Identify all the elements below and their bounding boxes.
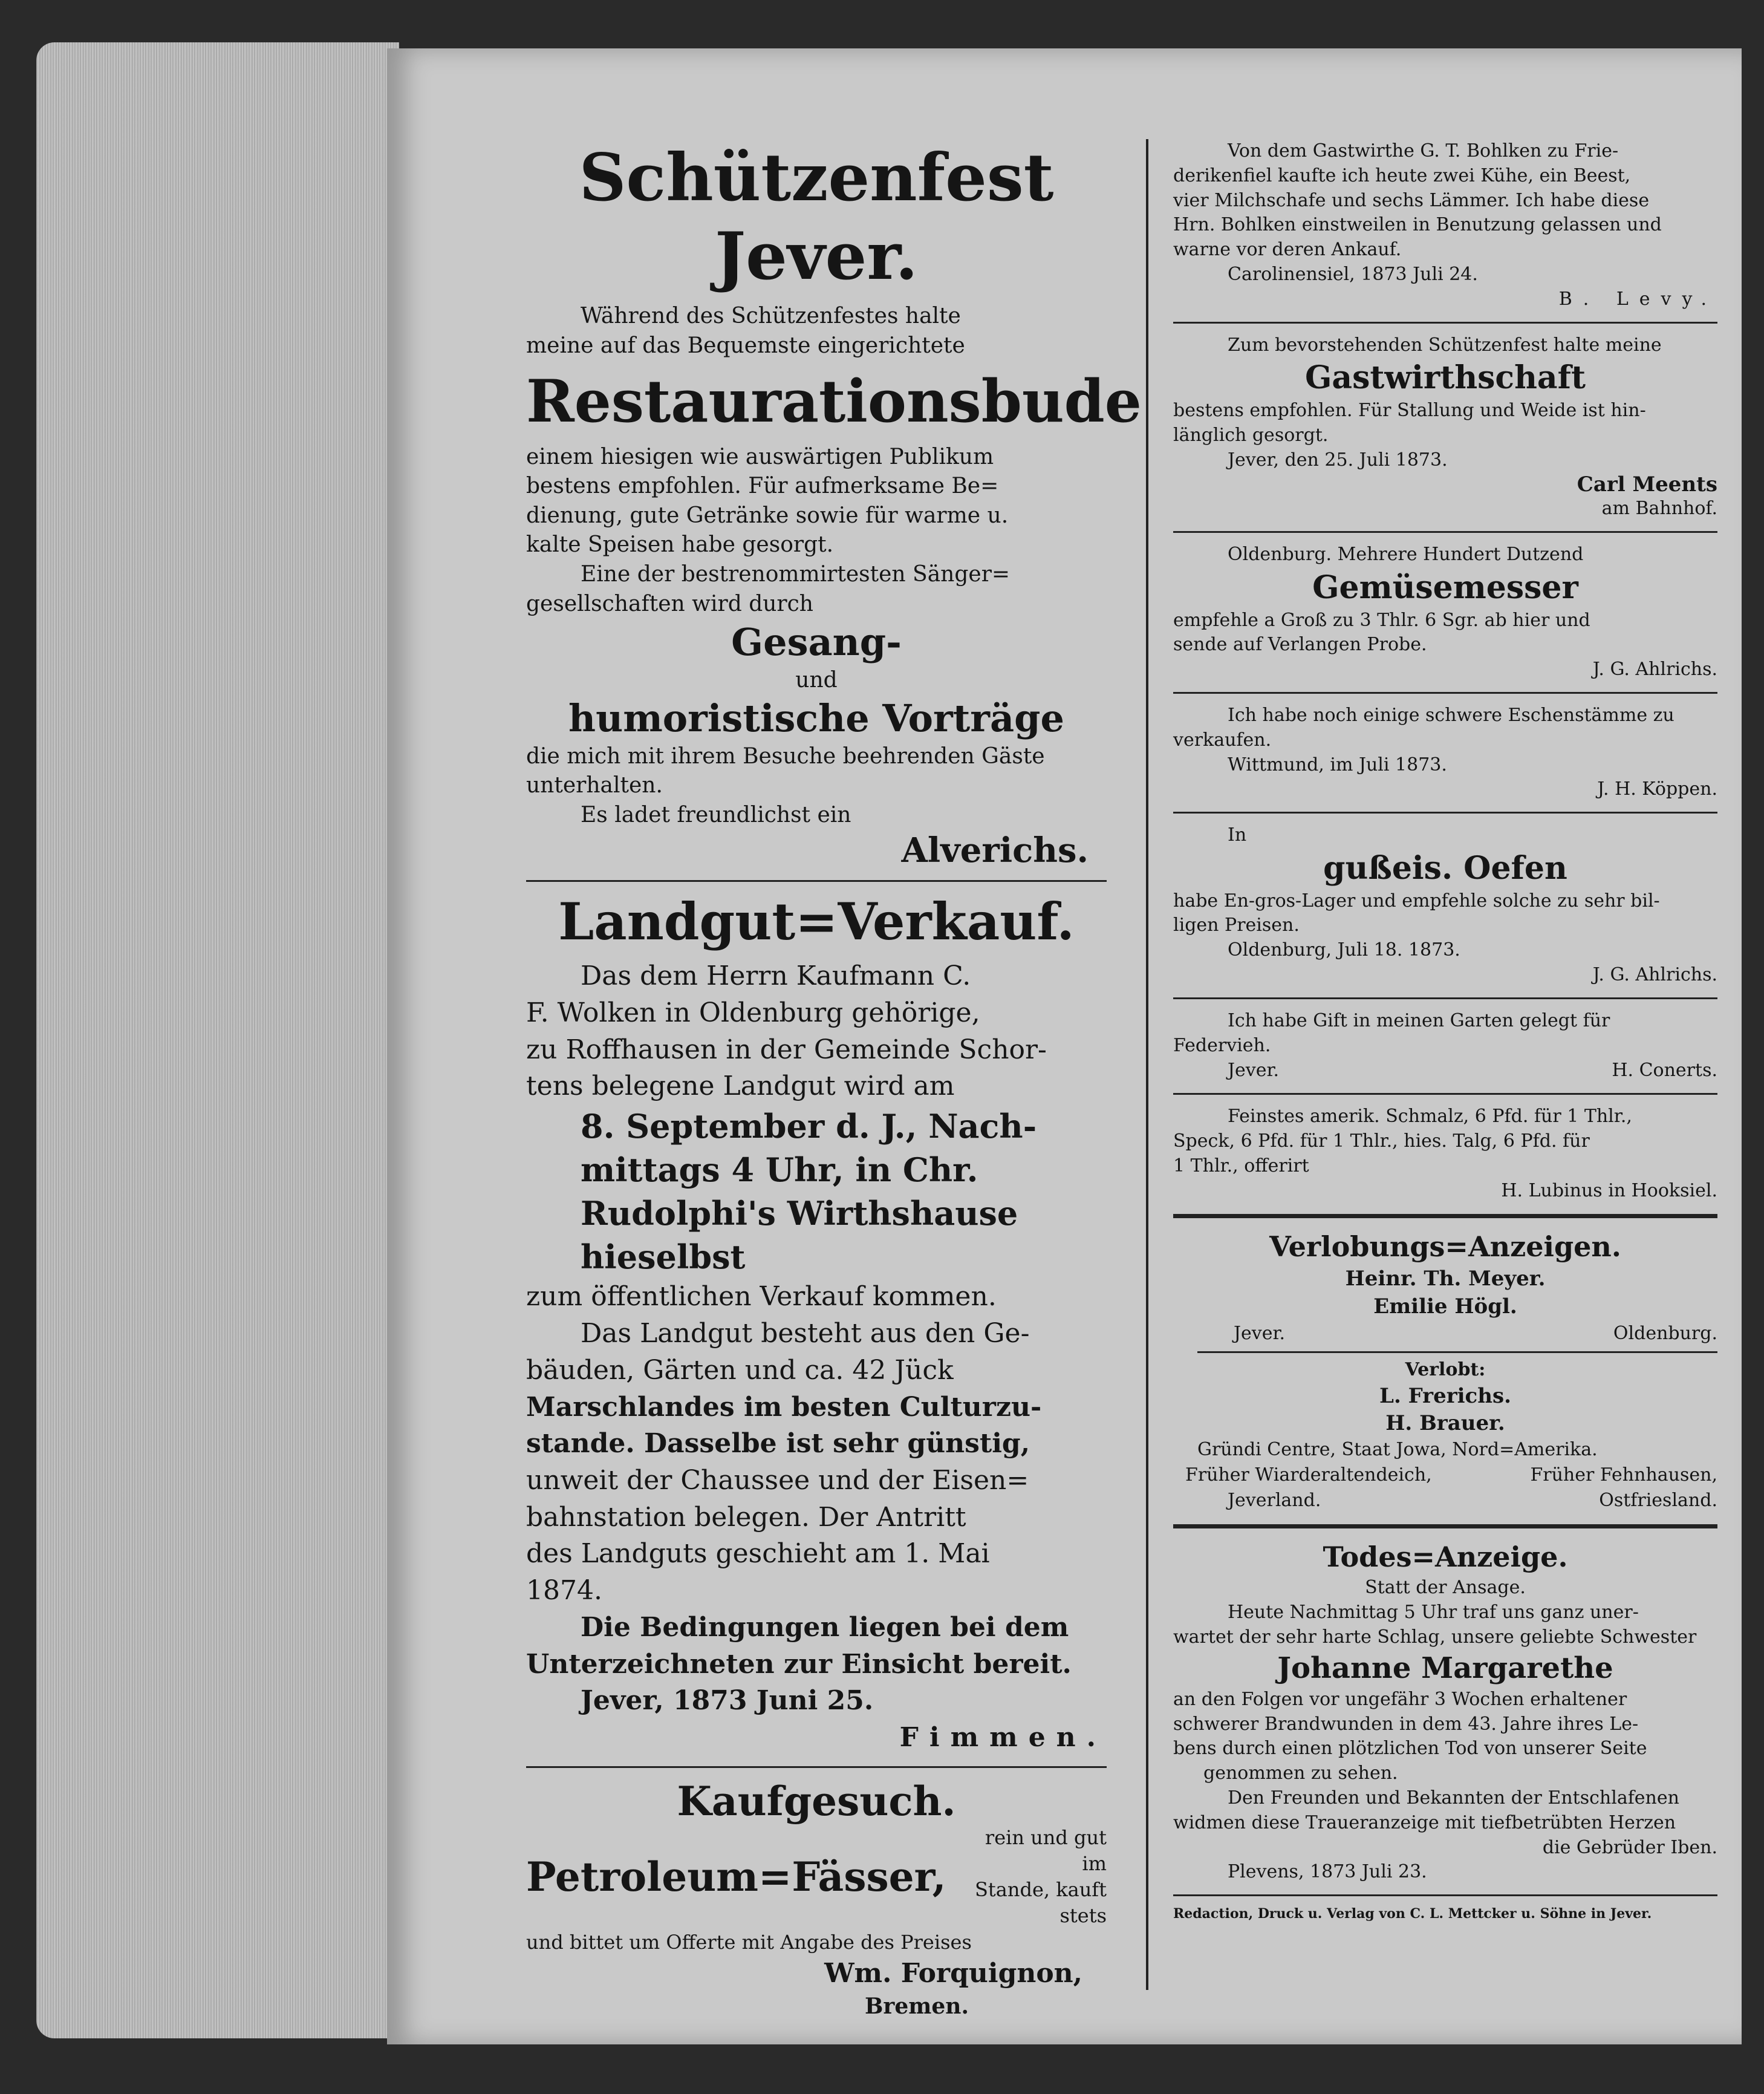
separator-thick bbox=[1173, 1524, 1717, 1528]
text-line: Statt der Ansage. bbox=[1365, 1576, 1526, 1598]
text-line: Das Landgut besteht aus den Ge- bbox=[581, 1318, 1030, 1349]
label: Verlobt: bbox=[1405, 1359, 1486, 1381]
text-line: des Landguts geschieht am 1. Mai bbox=[526, 1538, 990, 1570]
ad-landgut bbox=[526, 892, 1107, 1756]
text-line: bestens empfohlen. Für aufmerksame Be= bbox=[526, 474, 999, 499]
city-line: Bremen. bbox=[865, 1994, 969, 2020]
text-line: Marschlandes im besten Culturzu- bbox=[526, 1391, 1042, 1423]
text-line: Stande, kauft stets bbox=[974, 1878, 1107, 1928]
place-signature-row bbox=[1173, 1058, 1717, 1083]
ad-title: Schützenfest Jever. bbox=[579, 140, 1054, 295]
text-line: zum öffentlichen Verkauf kommen. bbox=[526, 1281, 997, 1313]
ad-signature: Alverichs. bbox=[901, 830, 1089, 870]
ad-signature: Wm. Forquignon, bbox=[824, 1957, 1082, 1989]
text-line: und bbox=[795, 667, 838, 693]
text-line: Den Freunden und Bekannten der Entschlafenen bbox=[1228, 1787, 1679, 1809]
text-line: zu Roffhausen in der Gemeinde Schor- bbox=[526, 1034, 1047, 1065]
ad-headline: Gemüsemesser bbox=[1312, 569, 1578, 606]
text-line: 1 Thlr., offerirt bbox=[1173, 1155, 1309, 1176]
text-line: meine auf das Bequemste eingerichtete bbox=[526, 333, 965, 358]
ad-signature: die Gebrüder Iben. bbox=[1542, 1836, 1717, 1858]
separator bbox=[1173, 531, 1717, 533]
ad-title: Verlobungs=Anzeigen. bbox=[1269, 1230, 1621, 1264]
text-line: Heute Nachmittag 5 Uhr traf uns ganz uner- bbox=[1228, 1601, 1639, 1623]
emphasis-line: 8. September d. J., Nach- bbox=[581, 1107, 1037, 1146]
ad-gemuesemesser bbox=[1173, 543, 1717, 682]
person-name: Heinr. Th. Meyer. bbox=[1345, 1267, 1546, 1291]
right-column bbox=[1173, 139, 1717, 1922]
column-divider bbox=[1146, 139, 1148, 1990]
ad-signature: Carl Meents bbox=[1577, 472, 1717, 497]
ad-signature: Fimmen. bbox=[899, 1722, 1107, 1753]
ad-todesanzeige bbox=[1173, 1539, 1717, 1885]
text-line: Von dem Gastwirthe G. T. Bohlken zu Frie- bbox=[1228, 140, 1619, 161]
text-line: ligen Preisen. bbox=[1173, 915, 1300, 936]
place: Oldenburg. bbox=[1613, 1323, 1717, 1345]
text-line: Speck, 6 Pfd. für 1 Thlr., hies. Talg, 6 Pfd. für bbox=[1173, 1130, 1590, 1152]
separator bbox=[1173, 1093, 1717, 1095]
ad-headline: Gesang- bbox=[731, 620, 902, 665]
person-name: H. Brauer. bbox=[1385, 1411, 1505, 1436]
separator bbox=[1173, 997, 1717, 999]
side-text bbox=[956, 1825, 1107, 1929]
text-line: Ich habe Gift in meinen Garten gelegt für bbox=[1228, 1009, 1610, 1031]
text-line: Früher Fehnhausen, bbox=[1530, 1464, 1717, 1486]
text-line: derikenfiel kaufte ich heute zwei Kühe, ein Beest, bbox=[1173, 165, 1631, 186]
text-line: schwerer Brandwunden in dem 43. Jahre ihres Le- bbox=[1173, 1713, 1639, 1735]
text-line: dienung, gute Getränke sowie für warme u. bbox=[526, 503, 1009, 528]
place: Jever. bbox=[1234, 1323, 1286, 1345]
text-line: empfehle a Groß zu 3 Thlr. 6 Sgr. ab hier und bbox=[1173, 609, 1590, 631]
text-line: Ostfriesland. bbox=[1599, 1490, 1717, 1512]
separator bbox=[526, 1766, 1107, 1768]
text-line: einem hiesigen wie auswärtigen Publikum bbox=[526, 444, 994, 469]
text-line: länglich gesorgt. bbox=[1173, 424, 1329, 446]
petroleum-row bbox=[526, 1825, 1107, 1929]
text-line: sende auf Verlangen Probe. bbox=[1173, 634, 1427, 656]
text-line: Es ladet freundlichst ein bbox=[581, 802, 851, 827]
separator bbox=[1173, 812, 1717, 814]
person-name: Emilie Högl. bbox=[1373, 1294, 1517, 1319]
text-line: Feinstes amerik. Schmalz, 6 Pfd. für 1 Thlr., bbox=[1228, 1106, 1632, 1127]
text-line: Zum bevorstehenden Schützenfest halte meine bbox=[1228, 334, 1662, 356]
text-line: bens durch einen plötzlichen Tod von unserer Seite bbox=[1173, 1738, 1647, 1760]
text-line: warne vor deren Ankauf. bbox=[1173, 239, 1402, 261]
text-line: unweit der Chaussee und der Eisen= bbox=[526, 1465, 1029, 1496]
text-line: wartet der sehr harte Schlag, unsere geliebte Schwester bbox=[1173, 1626, 1697, 1648]
book-page-edges bbox=[36, 42, 399, 2038]
separator bbox=[1173, 692, 1717, 694]
text-line: am Bahnhof. bbox=[1601, 498, 1717, 520]
date-line: Oldenburg, Juli 18. 1873. bbox=[1228, 939, 1460, 961]
text-line: Früher Wiarderaltendeich, bbox=[1185, 1464, 1432, 1486]
text-line: Gründi Centre, Staat Jowa, Nord=Amerika. bbox=[1197, 1439, 1598, 1461]
text-line: bahnstation belegen. Der Antritt bbox=[526, 1501, 966, 1533]
ad-title: Landgut=Verkauf. bbox=[558, 891, 1075, 951]
text-line: Die Bedingungen liegen bei dem bbox=[581, 1611, 1069, 1643]
text-line: an den Folgen vor ungefähr 3 Wochen erhaltener bbox=[1173, 1688, 1627, 1710]
ad-signature: J. G. Ahlrichs. bbox=[1592, 964, 1717, 985]
text-line: F. Wolken in Oldenburg gehörige, bbox=[526, 997, 980, 1029]
ad-headline: humoristische Vorträge bbox=[568, 696, 1064, 741]
text-line: Jeverland. bbox=[1228, 1490, 1321, 1512]
text-line: Federvieh. bbox=[1173, 1034, 1271, 1056]
text-line: verkaufen. bbox=[1173, 729, 1272, 751]
text-line: bäuden, Gärten und ca. 42 Jück bbox=[526, 1354, 954, 1386]
text-line: Während des Schützenfestes halte bbox=[581, 304, 961, 329]
ad-kaufgesuch bbox=[526, 1778, 1107, 2021]
date-line: Carolinensiel, 1873 Juli 24. bbox=[1228, 263, 1478, 285]
emphasis-line: mittags 4 Uhr, in Chr. bbox=[581, 1150, 978, 1189]
text-line: genommen zu sehen. bbox=[1203, 1763, 1398, 1784]
ad-koeppen bbox=[1173, 703, 1717, 802]
date-line: Plevens, 1873 Juli 23. bbox=[1228, 1861, 1427, 1883]
text-line: unterhalten. bbox=[526, 773, 663, 798]
ad-bohlken bbox=[1173, 139, 1717, 312]
ad-headline: gußeis. Oefen bbox=[1323, 849, 1567, 887]
origins-row bbox=[1173, 1463, 1717, 1488]
text-line: die mich mit ihrem Besuche beehrenden Gäste bbox=[526, 743, 1045, 769]
separator-thick bbox=[1173, 1214, 1717, 1218]
ad-title: Kaufgesuch. bbox=[677, 1777, 956, 1825]
text-line: Eine der bestrenommirtesten Sänger= bbox=[581, 561, 1011, 587]
newspaper-page bbox=[387, 48, 1742, 2044]
person-name: L. Frerichs. bbox=[1379, 1383, 1511, 1408]
ad-oefen bbox=[1173, 823, 1717, 988]
separator bbox=[526, 880, 1107, 882]
text-line: tens belegene Landgut wird am bbox=[526, 1071, 955, 1102]
ad-signature: H. Conerts. bbox=[1612, 1060, 1717, 1081]
date-line: Wittmund, im Juli 1873. bbox=[1228, 754, 1447, 775]
ad-signature: J. H. Köppen. bbox=[1597, 778, 1717, 800]
text-line: Das dem Herrn Kaufmann C. bbox=[581, 961, 971, 992]
text-line: widmen diese Traueranzeige mit tiefbetrübten Herzen bbox=[1173, 1812, 1676, 1833]
ad-title: Todes=Anzeige. bbox=[1323, 1541, 1568, 1574]
text-line: gesellschaften wird durch bbox=[526, 591, 813, 616]
text-line: Ich habe noch einige schwere Eschenstämme zu bbox=[1228, 704, 1674, 726]
date-line: Jever, 1873 Juni 25. bbox=[581, 1685, 874, 1717]
separator bbox=[1173, 1894, 1717, 1896]
ad-headline: Restaurationsbude bbox=[526, 367, 1142, 436]
ad-signature: J. G. Ahlrichs. bbox=[1592, 659, 1717, 680]
date-line: Jever, den 25. Juli 1873. bbox=[1228, 449, 1448, 471]
text-line: und bittet um Offerte mit Angabe des Preises bbox=[526, 1930, 972, 1954]
ad-signature: H. Lubinus in Hooksiel. bbox=[1501, 1179, 1717, 1201]
ad-verlobung bbox=[1173, 1229, 1717, 1513]
ad-headline: Petroleum=Fässer, bbox=[526, 1853, 946, 1901]
person-name: Johanne Margarethe bbox=[1277, 1651, 1613, 1686]
text-line: habe En-gros-Lager und empfehle solche zu sehr bil- bbox=[1173, 890, 1660, 912]
text-line: bestens empfohlen. Für Stallung und Weide ist hin- bbox=[1173, 399, 1646, 421]
text-line: 1874. bbox=[526, 1575, 602, 1606]
text-line: Hrn. Bohlken einstweilen in Benutzung gelassen und bbox=[1173, 214, 1662, 236]
places-row bbox=[1173, 1321, 1717, 1346]
place: Jever. bbox=[1228, 1060, 1280, 1081]
ad-schuetzenfest bbox=[526, 139, 1142, 870]
imprint-footer: Redaction, Druck u. Verlag von C. L. Mettcker u. Söhne in Jever. bbox=[1173, 1906, 1652, 1922]
emphasis-line: hieselbst bbox=[581, 1237, 746, 1276]
text-line: rein und gut im bbox=[985, 1825, 1107, 1875]
text-line: Oldenburg. Mehrere Hundert Dutzend bbox=[1228, 544, 1584, 566]
text-line: kalte Speisen habe gesorgt. bbox=[526, 532, 834, 558]
text-line: Unterzeichneten zur Einsicht bereit. bbox=[526, 1648, 1072, 1680]
ad-gift bbox=[1173, 1009, 1717, 1084]
text-line: vier Milchschafe und sechs Lämmer. Ich habe diese bbox=[1173, 189, 1650, 211]
ad-meents bbox=[1173, 333, 1717, 522]
emphasis-line: Rudolphi's Wirthshause bbox=[581, 1193, 1018, 1233]
text-line: stande. Dasselbe ist sehr günstig, bbox=[526, 1428, 1030, 1460]
origins-row bbox=[1173, 1488, 1717, 1513]
text-line: In bbox=[1228, 824, 1247, 846]
left-column bbox=[526, 139, 1142, 2021]
ad-headline: Gastwirthschaft bbox=[1305, 359, 1586, 397]
ad-signature: B. Levy. bbox=[1558, 288, 1717, 310]
ad-schmalz bbox=[1173, 1104, 1717, 1203]
separator bbox=[1173, 322, 1717, 324]
separator bbox=[1197, 1351, 1717, 1353]
